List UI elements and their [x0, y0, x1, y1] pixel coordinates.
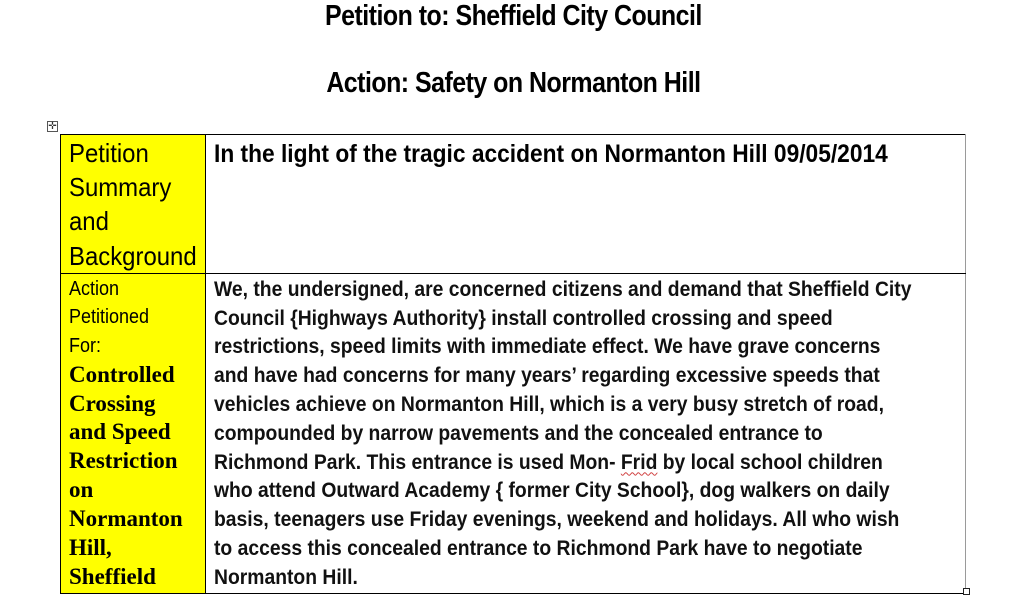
action-label-line: For: [69, 335, 102, 357]
summary-content-cell[interactable] [206, 135, 966, 274]
action-title-line: Hill, [69, 535, 112, 561]
body-text-line: and have had concerns for many years’ regarding excessive speeds that [214, 364, 880, 388]
summary-text: In the light of the tragic accident on Normanton Hill 09/05/2014 [214, 140, 888, 168]
petition-title: Petition to: Sheffield City Council [325, 0, 702, 32]
summary-label-line: and [69, 206, 109, 237]
body-text-line: to access this concealed entrance to Richmond Park have to negotiate [214, 536, 863, 560]
body-text-line: restrictions, speed limits with immediate effect. We have grave concerns [214, 335, 881, 359]
action-title-line: Controlled [69, 361, 175, 387]
body-text-line [214, 449, 899, 478]
action-label-line: Petitioned [69, 306, 150, 329]
action-title-line: Crossing [69, 390, 156, 416]
spelling-flagged-word[interactable]: Frid [620, 450, 658, 474]
summary-label-cell[interactable] [61, 135, 206, 274]
action-title-line: Restriction [69, 448, 178, 474]
body-text-segment: Richmond Park. This entrance is used Mon- [214, 450, 621, 474]
body-text-line: compounded by narrow pavements and the concealed entrance to [214, 421, 823, 445]
table-row-summary [61, 135, 966, 274]
body-text-line: We, the undersigned, are concerned citizens and demand that Sheffield City [214, 277, 912, 301]
action-title-line: Normanton [69, 506, 183, 532]
summary-label-line: Background [69, 240, 197, 271]
summary-label-line: Summary [69, 172, 172, 203]
body-text-line: vehicles achieve on Normanton Hill, which is a very busy stretch of road, [214, 393, 884, 416]
table-move-icon[interactable]: ✛ [48, 121, 57, 132]
petition-action-title: Action: Safety on Normanton Hill [326, 67, 701, 99]
action-title-line: and Speed [69, 419, 171, 445]
action-title-line: on [69, 477, 94, 503]
body-text-line: Normanton Hill. [214, 565, 358, 589]
body-text-line: basis, teenagers use Friday evenings, weekend and holidays. All who wish [214, 508, 900, 532]
table-row-action [61, 273, 966, 593]
body-text-segment: by local school children [657, 450, 883, 474]
action-label-cell[interactable] [61, 273, 206, 593]
petition-table [60, 134, 966, 594]
table-resize-icon[interactable] [963, 588, 970, 595]
body-text-line: Council {Highways Authority} install controlled crossing and speed [214, 306, 833, 330]
summary-label-line: Petition [69, 138, 149, 168]
action-label-line: Action [69, 277, 120, 300]
body-text-line: who attend Outward Academy { former City School}, dog walkers on daily [214, 479, 890, 503]
action-content-cell[interactable] [206, 273, 966, 593]
action-title-line: Sheffield [69, 563, 156, 589]
